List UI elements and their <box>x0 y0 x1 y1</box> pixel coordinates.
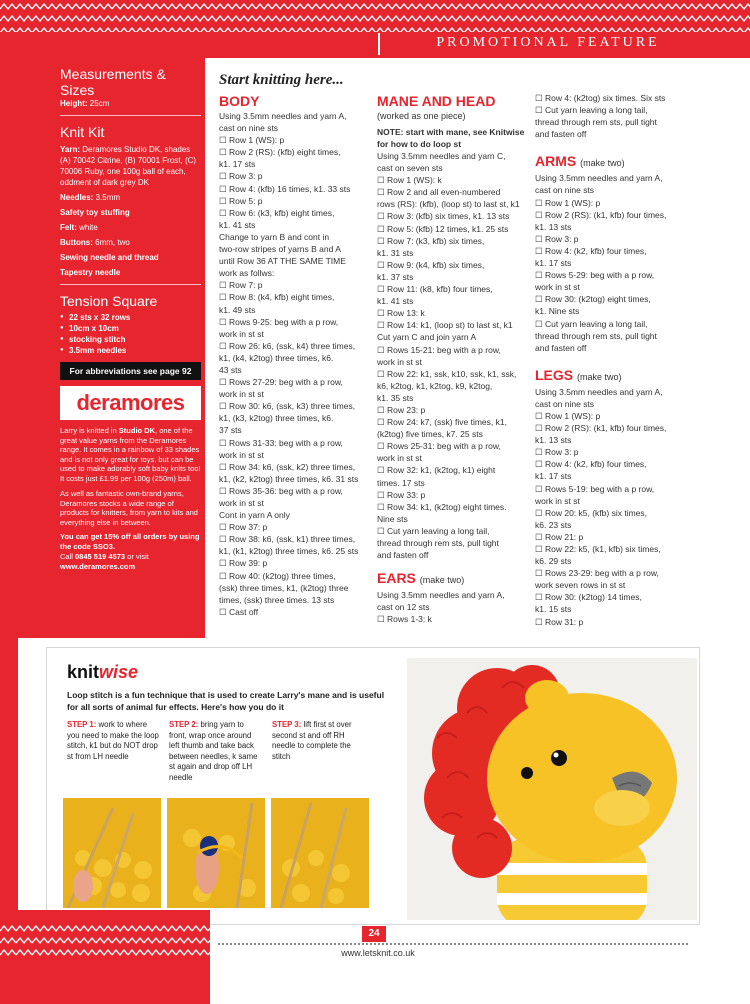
arms-heading: ARMS (make two) <box>535 153 625 170</box>
pattern-line: ☐ Rows 15-21: beg with a p row, <box>377 344 501 355</box>
pattern-line: ☐ Row 40: (k2tog) three times, <box>219 570 336 581</box>
pattern-line: Using 3.5mm needles and yarn A, <box>535 173 663 184</box>
pattern-line: ☐ Rows 27-29: beg with a p row, <box>219 377 343 388</box>
pattern-line: k1. 17 sts <box>535 258 572 269</box>
pattern-line: ☐ Rows 5-19: beg with a p row, <box>535 483 655 494</box>
tension-item: ● 3.5mm needles <box>60 345 201 356</box>
body-lines <box>219 110 369 618</box>
pattern-line: ☐ Row 30: (k2tog) 14 times, <box>535 592 642 603</box>
step-2-photo <box>167 798 265 908</box>
pattern-line: k1. Nine sts <box>535 306 580 317</box>
tension-item: ● 10cm x 10cm <box>60 323 201 334</box>
pattern-line: ☐ Row 5: (kfb) 12 times, k1. 25 sts <box>377 223 509 234</box>
pattern-line: ☐ Row 3: p <box>535 447 579 458</box>
pattern-line: work in st st <box>535 495 580 506</box>
pattern-line: thread through rem sts, pull tight <box>535 330 657 341</box>
pattern-line: Nine sts <box>377 513 408 524</box>
pattern-line: ☐ Rows 35-36: beg with a p row, <box>219 485 343 496</box>
pattern-line: thread through rem sts, pull tight <box>377 538 499 548</box>
pattern-line: k1, (k3, k2tog) three times, k6. <box>219 413 334 424</box>
column-arms-legs <box>535 92 685 628</box>
mane-note: NOTE: start with mane, see Knitwise for how to do loop st <box>377 127 525 149</box>
tension-item: ● 22 sts x 32 rows <box>60 312 201 323</box>
pattern-line: ☐ Row 30: k6, (ssk, k3) three times, <box>219 401 356 412</box>
column-body <box>219 92 369 618</box>
pattern-line: work in st st <box>219 498 264 508</box>
arms-lines <box>535 172 685 353</box>
pattern-line: Using 3.5mm needles and yarn A, <box>535 386 663 397</box>
pattern-line: Change to yarn B and cont in <box>219 231 330 242</box>
mane-subheading: (worked as one piece) <box>377 111 466 121</box>
pattern-line: k1. 13 sts <box>535 221 572 232</box>
pattern-line: k1. 17 sts <box>219 159 256 170</box>
pattern-line: ☐ Row 2 (RS): (kfb) eight times, <box>219 147 341 158</box>
footer-dotted-rule <box>218 943 688 945</box>
pattern-line: ☐ Row 2 (RS): (k1, kfb) four times, <box>535 209 667 220</box>
pattern-line: ☐ Row 1 (WS): p <box>535 197 601 208</box>
pattern-line: ☐ Row 39: p <box>219 558 268 569</box>
pattern-line: ☐ Cut yarn leaving a long tail, <box>535 105 648 116</box>
stuffing-line: Safety toy stuffing <box>60 208 130 217</box>
discount-offer: You can get 15% off all orders by using the code SSO3. <box>60 532 200 551</box>
pattern-line: ☐ Rows 23-29: beg with a p row, <box>535 568 659 579</box>
page-number: 24 <box>362 926 386 942</box>
pattern-line: ☐ Row 3: (kfb) six times, k1. 13 sts <box>377 211 510 222</box>
felt-line: Felt: white <box>60 223 98 232</box>
pattern-line: ☐ Row 26: k6, (ssk, k4) three times, <box>219 340 356 351</box>
pattern-line: ☐ Row 33: p <box>377 489 426 500</box>
pattern-line: Using 3.5mm needles and yarn A, <box>377 590 505 601</box>
pattern-line: ☐ Rows 1-3: k <box>377 614 432 625</box>
pattern-line: k1. 41 sts <box>377 296 414 307</box>
pattern-line: ☐ Row 34: k6, (ssk, k2) three times, <box>219 461 356 472</box>
ears-heading: EARS (make two) <box>377 570 465 587</box>
pattern-line: cast on nine sts <box>219 123 279 134</box>
legs-lines <box>535 386 685 628</box>
yarn-line: Yarn: Deramores Studio DK, shades (A) 70042 Citrine, (B) 70001 Frost, (C) 70006 Ruby, one 100g ball of each, oddment of dark grey DK <box>60 145 197 187</box>
pattern-line: ☐ Row 9: (k4, kfb) six times, <box>377 259 485 270</box>
pattern-line: ☐ Rows 25-31: beg with a p row, <box>377 441 501 452</box>
ears-lines <box>377 589 527 625</box>
pattern-line: k1. 41 sts <box>219 219 256 230</box>
pattern-line: ☐ Row 20: k5, (kfb) six times, <box>535 507 648 518</box>
pattern-line: rows (RS): (kfb), (loop st) to last st, k1 <box>377 199 520 210</box>
pattern-line: k1. 31 sts <box>377 247 414 258</box>
pattern-line: 37 sts <box>219 425 242 436</box>
pattern-line: ☐ Row 23: p <box>377 404 426 415</box>
mane-lines <box>377 150 527 561</box>
pattern-line: ☐ Row 4: (k2, kfb) four times, <box>535 459 647 470</box>
pattern-line: k1, (k1, k2tog) three times, k6. 25 sts <box>219 546 359 557</box>
pattern-line: work in st st <box>219 389 264 400</box>
pattern-line: and fasten off <box>535 342 587 353</box>
website-link[interactable]: www.deramores.com <box>60 561 136 571</box>
pattern-line: (k2tog) five times, k7. 25 sts <box>377 429 483 440</box>
pattern-line: ☐ Row 11: (k8, kfb) four times, <box>377 284 493 295</box>
step-1: STEP 1: work to where you need to make the loop stitch, k1 but do NOT drop st from LH needle <box>67 720 159 761</box>
step-2: STEP 2: bring yarn to front, wrap once around left thumb and take back between needles, k same st again and drop off LH needle <box>169 720 258 782</box>
sewing-line: Sewing needle and thread <box>60 253 159 262</box>
pattern-line: ☐ Row 7: p <box>219 280 263 291</box>
measurements-title: Measurements & Sizes <box>60 66 166 98</box>
pattern-line: ☐ Row 3: p <box>535 233 579 244</box>
pattern-line: ☐ Cut yarn leaving a long tail, <box>535 318 648 329</box>
pattern-line: ☐ Row 14: k1, (loop st) to last st, k1 <box>377 320 513 331</box>
column-mane <box>377 92 527 625</box>
range-paragraph: As well as fantastic own-brand yarns, Deramores stocks a wide range of products for knitters, from yarn to kits and everything else in between. <box>60 489 198 527</box>
pattern-line: work in st st <box>377 356 422 367</box>
pattern-line: (ssk) three times, k1, (k2tog) three <box>219 582 349 593</box>
knitwise-title: knitwise <box>67 662 139 682</box>
tension-title: Tension Square <box>60 293 158 309</box>
tension-list <box>60 312 201 356</box>
pattern-line: Cut yarn C and join yarn A <box>377 332 477 343</box>
height-line: Height: 25cm <box>60 99 110 108</box>
pattern-line: k1. 37 sts <box>377 271 414 282</box>
thumb-wrap-image <box>167 798 265 908</box>
step-3-photo <box>271 798 369 908</box>
pattern-line: ☐ Row 34: k1, (k2tog) eight times. <box>377 501 507 512</box>
pattern-line: work in st st <box>219 449 264 460</box>
pattern-line: cast on seven sts <box>377 163 443 174</box>
pattern-line: Cont in yarn A only <box>219 510 290 521</box>
pattern-line: ☐ Row 31: p <box>535 616 584 627</box>
pattern-line: k1, (k2, k2tog) three times, k6. 31 sts <box>219 473 359 484</box>
pattern-line: ☐ Row 22: k1, ssk, k10, ssk, k1, ssk, <box>377 368 517 379</box>
pattern-line: k6, k2tog, k1, k2tog, k9, k2tog, <box>377 380 493 391</box>
buttons-line: Buttons: 6mm, two <box>60 238 130 247</box>
mane-heading: MANE AND HEAD <box>377 93 496 109</box>
pattern-line: ☐ Row 2 (RS): (k1, kfb) four times, <box>535 423 667 434</box>
sidebar <box>18 58 205 638</box>
pattern-line: k1. 15 sts <box>535 604 572 615</box>
lion-toy-photo <box>407 658 697 920</box>
pattern-line: until Row 36 AT THE SAME TIME <box>219 256 346 267</box>
pattern-line: work in st st <box>377 453 422 464</box>
pattern-line: work in st st <box>535 282 580 293</box>
pattern-line: two-row stripes of yarns B and A <box>219 244 341 255</box>
zigzag-pattern-bottom <box>0 910 210 1004</box>
pattern-line: work as follws: <box>219 268 275 279</box>
pattern-line: ☐ Row 21: p <box>535 531 584 542</box>
promotional-feature-label: PROMOTIONAL FEATURE <box>436 35 660 50</box>
pattern-line: thread through rem sts, pull tight <box>535 117 657 128</box>
pattern-line: ☐ Row 6: (k3, kfb) eight times, <box>219 207 335 218</box>
pattern-line: ☐ Cast off <box>219 606 259 617</box>
left-red-band <box>0 58 18 966</box>
pattern-line: ☐ Row 4: (kfb) 16 times, k1. 33 sts <box>219 183 351 194</box>
pattern-line: ☐ Row 3: p <box>219 171 263 182</box>
pattern-line: ☐ Rows 9-25: beg with a p row, <box>219 316 339 327</box>
pattern-line: ☐ Row 13: k <box>377 308 425 319</box>
kit-title: Knit Kit <box>60 124 105 140</box>
pattern-line: cast on nine sts <box>535 185 595 196</box>
contact-line: Call 0845 519 4573 or visit <box>60 552 149 561</box>
knitwise-intro: Loop stitch is a fun technique that is used to create Larry's mane and is useful for all sorts of animal fur effects. Here's how you do it <box>67 690 385 712</box>
pattern-line: and fasten off <box>535 129 587 140</box>
pattern-line: k1, (k4, k2tog) three times, k6. <box>219 352 334 363</box>
knitwise-box <box>46 647 700 925</box>
body-heading: BODY <box>219 93 260 109</box>
start-knitting-title: Start knitting here... <box>219 72 344 88</box>
pattern-line: ☐ Row 7: (k3, kfb) six times, <box>377 235 485 246</box>
knitting-needles-image <box>63 798 161 908</box>
pattern-line: ☐ Row 32: k1, (k2tog, k1) eight <box>377 465 496 476</box>
pattern-line: ☐ Row 4: (k2tog) six times. Six sts <box>535 93 666 103</box>
pattern-line: ☐ Row 8: (k4, kfb) eight times, <box>219 292 335 303</box>
pattern-line: Using 3.5mm needles and yarn C, <box>377 151 506 161</box>
pattern-line: Using 3.5mm needles and yarn A, <box>219 111 347 121</box>
pattern-line: ☐ Row 1 (WS): p <box>535 410 601 421</box>
studio-dk-paragraph: Larry is knitted in Studio DK, one of the great value yarns from the Deramores range. It comes in a rainbow of 33 shades and is not only great for toys, but can be used to make adorably soft baby knits too! It costs just £1.99 per 100g (250m) ball. <box>60 426 201 483</box>
pattern-line: k6. 23 sts <box>535 519 572 530</box>
tension-item: ● stocking stitch <box>60 334 201 345</box>
tapestry-line: Tapestry needle <box>60 268 121 277</box>
legs-heading: LEGS (make two) <box>535 366 622 383</box>
pattern-line: k1. 17 sts <box>535 471 572 482</box>
pattern-line: k1. 49 sts <box>219 304 256 315</box>
pattern-line: ☐ Rows 31-33: beg with a p row, <box>219 437 343 448</box>
pattern-line: ☐ Row 1 (WS): k <box>377 175 442 186</box>
pattern-line: 43 sts <box>219 364 242 375</box>
step-1-photo <box>63 798 161 908</box>
pattern-line: work in st st <box>219 328 264 339</box>
pattern-line: and fasten off <box>377 550 429 561</box>
pattern-line: k6. 29 sts <box>535 556 572 567</box>
abbreviations-banner: For abbreviations see page 92 <box>60 362 201 380</box>
pattern-line: ☐ Row 2 and all even-numbered <box>377 187 501 198</box>
pattern-line: ☐ Cut yarn leaving a long tail, <box>377 525 490 536</box>
pattern-line: ☐ Row 4: (k2, kfb) four times, <box>535 245 647 256</box>
pattern-line: ☐ Row 5: p <box>219 195 263 206</box>
pattern-line: cast on 12 sts <box>377 602 430 613</box>
pattern-line: ☐ Row 1 (WS): p <box>219 135 285 146</box>
pattern-line: ☐ Row 30: (k2tog) eight times, <box>535 294 651 305</box>
stitch-complete-image <box>271 798 369 908</box>
pattern-line: ☐ Row 24: k7, (ssk) five times, k1, <box>377 417 507 428</box>
pattern-line: times. 17 sts <box>377 477 425 488</box>
needles-line: Needles: 3.5mm <box>60 193 121 202</box>
pattern-line: ☐ Row 37: p <box>219 522 268 533</box>
deramores-logo: deramores <box>60 386 201 420</box>
pattern-line: k1. 35 sts <box>377 392 414 403</box>
pattern-line: ☐ Rows 5-29: beg with a p row, <box>535 270 655 281</box>
divider <box>60 115 201 116</box>
pattern-line: cast on nine sts <box>535 398 595 409</box>
pattern-line: times, (ssk) three times. 13 sts <box>219 594 335 605</box>
pattern-line: ☐ Row 22: k5, (k1, kfb) six times, <box>535 544 661 554</box>
ears-continued-lines <box>535 92 685 140</box>
divider <box>60 284 201 285</box>
step-3: STEP 3: lift first st over second st and off RH needle to complete the stitch <box>272 720 352 761</box>
pattern-line: ☐ Row 38: k6, (ssk, k1) three times, <box>219 534 356 545</box>
footer-url[interactable]: www.letsknit.co.uk <box>341 948 415 958</box>
pattern-line: k1. 13 sts <box>535 435 572 446</box>
pattern-line: work seven rows in st st <box>535 580 626 591</box>
lion-image <box>407 658 697 920</box>
